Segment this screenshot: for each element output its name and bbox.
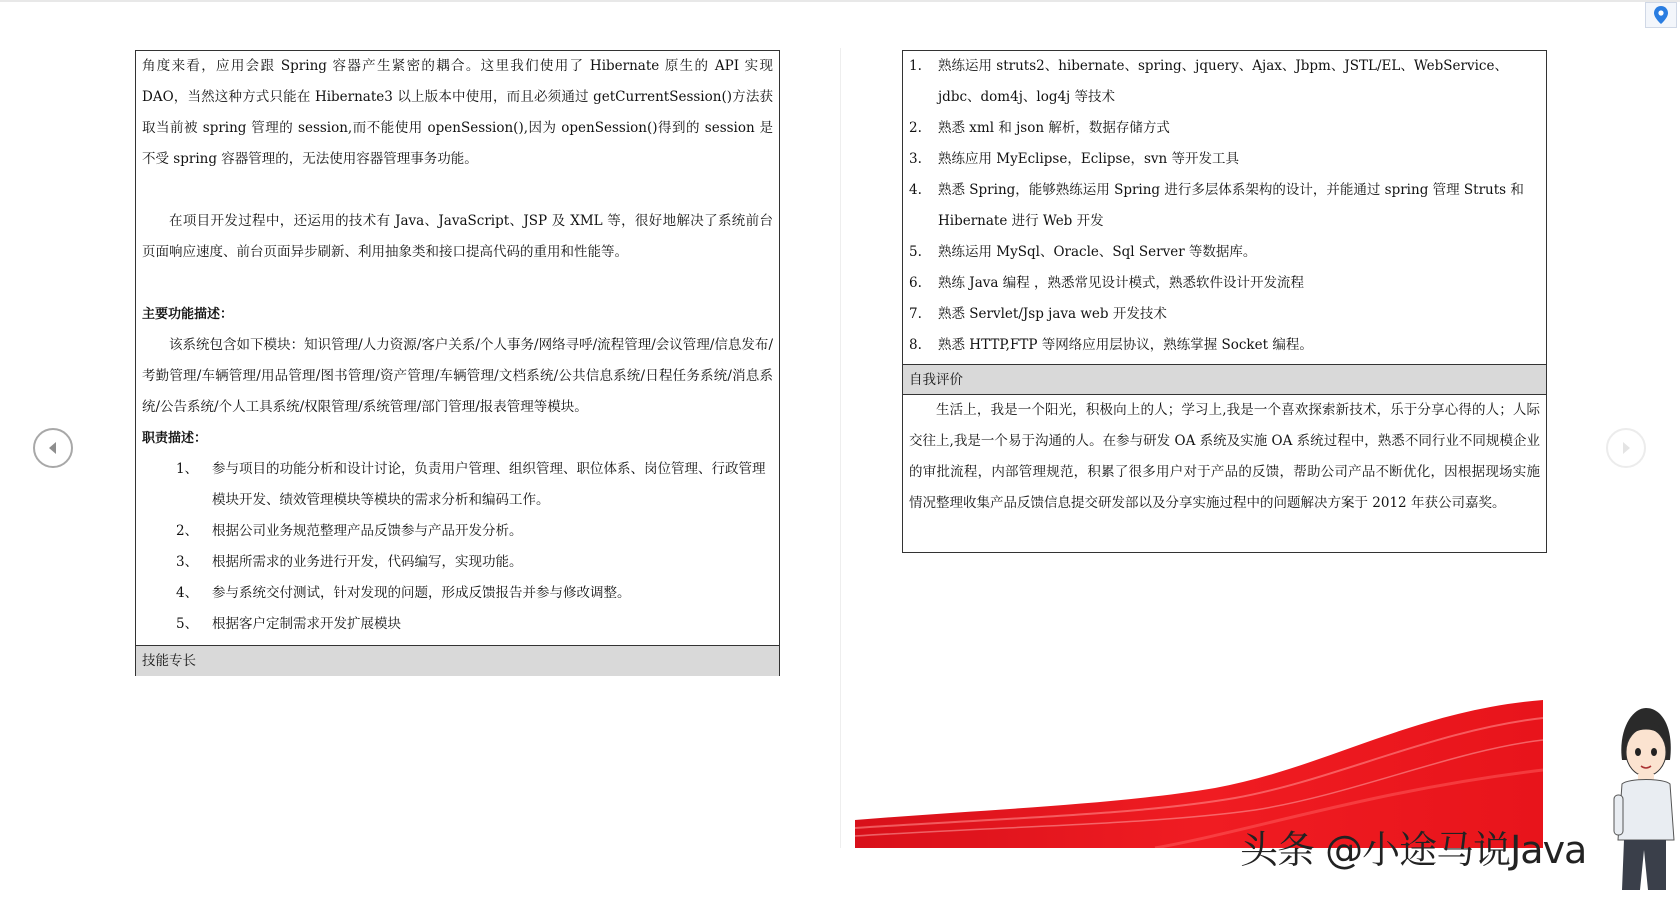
list-item: 4. 熟悉 Spring，能够熟练运用 Spring 进行多层体系架构的设计，并能通过 spring 管理 Struts 和 Hibernate 进行 Web 开发 bbox=[909, 182, 1524, 229]
skills-list bbox=[909, 51, 1540, 361]
list-item: 5. 熟练运用 MySql、Oracle、Sql Server 等数据库。 bbox=[909, 244, 1257, 260]
paragraph-technologies: 在项目开发过程中，还运用的技术有 Java、JavaScript、JSP 及 XML 等，很好地解决了系统前台页面响应速度、前台页面异步刷新、利用抽象类和接口提高代码的重用和性能等。 bbox=[142, 213, 773, 260]
skills-header: 技能专长 bbox=[136, 645, 779, 676]
paragraph-spring-hibernate: 角度来看，应用会跟 Spring 容器产生紧密的耦合。这里我们使用了 Hibernate 原生的 API 实现 DAO，当然这种方式只能在 Hibernate3 以上版本中使用，而且必须通过 getCurrentSession()方法获取当前被 spring 管理的 session,而不能使用 openSession(),因为 openSession()得到的 session 是不受 spring 容器管理的，无法使用容器管理事务功能。 bbox=[142, 58, 773, 167]
chevron-left-icon bbox=[46, 441, 60, 455]
features-text: 该系统包含如下模块：知识管理/人力资源/客户关系/个人事务/网络寻呼/流程管理/会议管理/信息发布/考勤管理/车辆管理/用品管理/图书管理/资产管理/车辆管理/文档系统/公共信息系统/日程任务系统/消息系统/公告系统/个人工具系统/权限管理/系统管理/部门管理/报表管理等模块。 bbox=[142, 337, 773, 415]
list-item: 1. 熟练运用 struts2、hibernate、spring、jquery、Ajax、Jbpm、JSTL/EL、WebService、jdbc、dom4j、log4j 等技术 bbox=[909, 58, 1508, 105]
list-item: 4、 参与系统交付测试，针对发现的问题，形成反馈报告并参与修改调整。 bbox=[176, 585, 631, 601]
list-item: 2、 根据公司业务规范整理产品反馈参与产品开发分析。 bbox=[176, 523, 523, 539]
list-item: 1、 参与项目的功能分析和设计讨论，负责用户管理、组织管理、职位体系、岗位管理、行政管理模块开发、绩效管理模块等模块的需求分析和编码工作。 bbox=[176, 461, 766, 508]
duties-list bbox=[142, 454, 773, 640]
list-item: 7. 熟悉 Servlet/Jsp java web 开发技术 bbox=[909, 306, 1167, 322]
list-item: 6. 熟练 Java 编程 ，熟悉常见设计模式，熟悉软件设计开发流程 bbox=[909, 275, 1305, 291]
left-page bbox=[135, 50, 780, 676]
self-eval-header: 自我评价 bbox=[903, 364, 1546, 395]
list-item: 3. 熟练应用 MyEclipse，Eclipse，svn 等开发工具 bbox=[909, 151, 1240, 167]
cartoon-avatar bbox=[1608, 700, 1680, 897]
location-button[interactable] bbox=[1645, 2, 1677, 28]
prev-page-button[interactable] bbox=[33, 428, 73, 468]
location-pin-icon bbox=[1654, 6, 1668, 24]
chevron-right-icon bbox=[1619, 441, 1633, 455]
features-heading: 主要功能描述： bbox=[142, 307, 234, 322]
blank-line bbox=[142, 175, 773, 206]
page-divider bbox=[840, 48, 841, 848]
blank-line bbox=[142, 268, 773, 299]
list-item: 2. 熟悉 xml 和 json 解析，数据存储方式 bbox=[909, 120, 1170, 136]
self-eval-text: 生活上，我是一个阳光，积极向上的人；学习上,我是一个喜欢探索新技术，乐于分享心得的人；人际交往上,我是一个易于沟通的人。在参与研发 OA 系统及实施 OA 系统过程中，熟悉不同行业不同规模企业的审批流程，内部管理规范，积累了很多用户对于产品的反馈，帮助公司产品不断优化，因根据现场实施情况整理收集产品反馈信息提交研发部以及分享实施过程中的问题解决方案于 2012 年获公司嘉奖。 bbox=[909, 402, 1540, 511]
list-item: 3、 根据所需求的业务进行开发，代码编写，实现功能。 bbox=[176, 554, 523, 570]
top-border bbox=[0, 0, 1680, 2]
list-item: 8. 熟悉 HTTP,FTP 等网络应用层协议，熟练掌握 Socket 编程。 bbox=[909, 337, 1313, 353]
duties-heading: 职责描述： bbox=[142, 431, 208, 446]
watermark: 头条 @小途马说Java bbox=[1240, 828, 1587, 872]
right-page bbox=[902, 50, 1547, 553]
list-item: 5、 根据客户定制需求开发扩展模块 bbox=[176, 616, 401, 632]
next-page-button[interactable] bbox=[1606, 428, 1646, 468]
